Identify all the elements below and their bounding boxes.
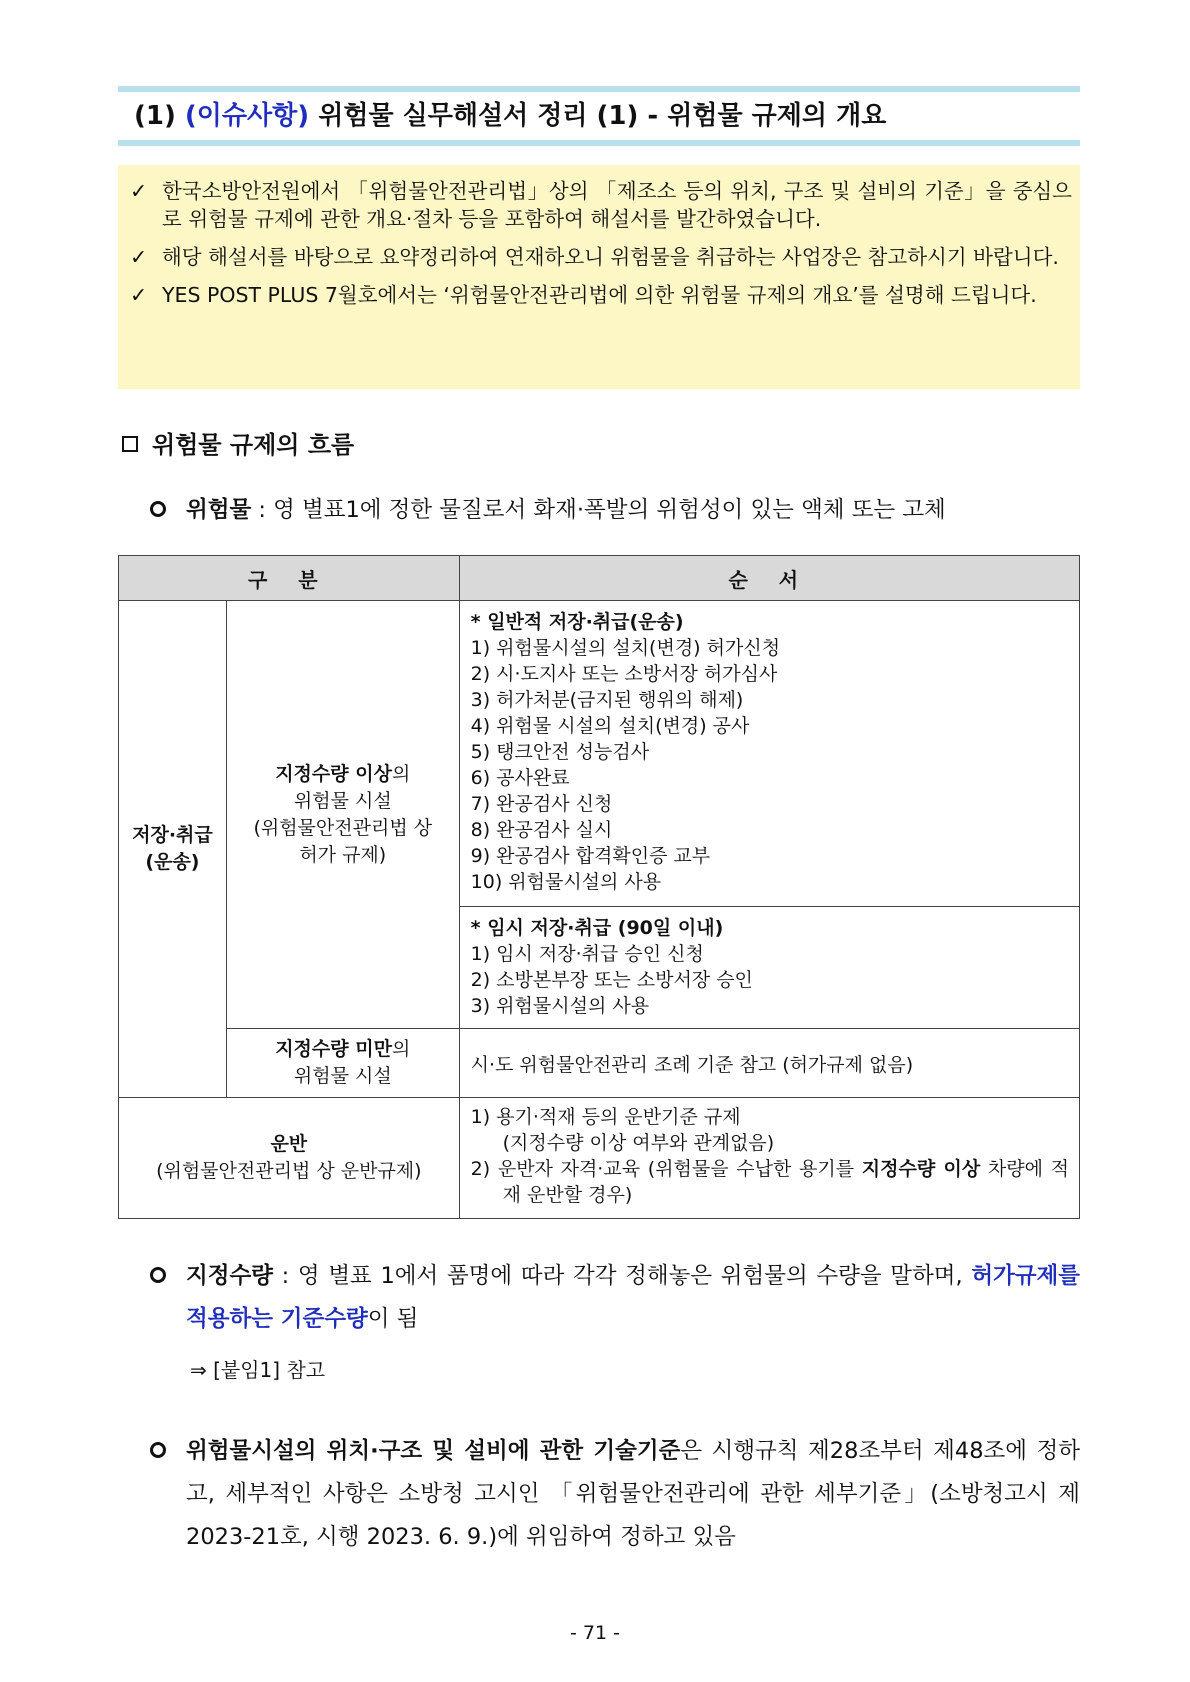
table-header-row (119, 556, 1080, 601)
table-header-order: 순 서 (459, 556, 1079, 601)
step-item: 3) 위험물시설의 사용 (470, 995, 650, 1017)
notice-item-text: 한국소방안전원에서 「위험물안전관리법」상의 「제조소 등의 위치, 구조 및 설비의 기준」을 중심으로 위험물 규제에 관한 개요·절차 등을 포함하여 해설서를 발간하였습니다. (162, 179, 1072, 231)
transport-item (471, 1156, 1069, 1208)
title-prefix: (1) (134, 101, 185, 131)
page-title (118, 92, 1080, 140)
transport-item-note: (지정수량 이상 여부와 관계없음) (502, 1132, 775, 1154)
step-item: 7) 완공검사 신청 (470, 793, 613, 815)
checkmark-icon: ✓ (130, 179, 148, 203)
table-row (119, 1098, 1080, 1219)
circle-bullet-icon (150, 1267, 166, 1283)
below-label-line: 위험물 시설 (293, 1065, 392, 1087)
transport-item-text: 차량에 적재 운반할 경우) (502, 1158, 1069, 1206)
section-heading-text: 위험물 규제의 흐름 (152, 431, 355, 459)
definition-technical-standards (150, 1430, 1080, 1559)
below-quantity-text: 시·도 위험물안전관리 조례 기준 참고 (허가규제 없음) (459, 1029, 1079, 1098)
circle-bullet-icon (150, 501, 166, 517)
notice-item (130, 177, 1072, 233)
below-label-suffix: 의 (391, 1038, 411, 1060)
step-item: 8) 완공검사 실시 (470, 819, 613, 841)
transport-item-bold: 지정수량 이상 (861, 1158, 981, 1180)
square-bullet-icon (122, 436, 138, 452)
definition-term: 위험물 (186, 497, 252, 523)
transport-steps-cell (459, 1098, 1079, 1219)
section-heading (122, 425, 354, 460)
definition-text: 은 시행규칙 제28조부터 제48조에 정하고, 세부적인 사항은 소방청 고시인 「위험물안전관리에 관한 세부기준」(소방청고시 제2023-21호, 시행 2023. 6. 9.)에 위임하여 정하고 있음 (186, 1438, 1080, 1550)
notice-item-text: 해당 해설서를 바탕으로 요약정리하여 연재하오니 위험물을 취급하는 사업장은 참고하시기 바랍니다. (162, 245, 1059, 269)
table-row (119, 601, 1080, 907)
step-item: 10) 위험물시설의 사용 (470, 871, 662, 893)
storage-label-line: 저장·취급 (132, 824, 213, 846)
circle-bullet-icon (150, 1442, 166, 1458)
table-header-category: 구 분 (119, 556, 460, 601)
notice-item (130, 281, 1072, 309)
regulation-flow-table (118, 555, 1080, 1219)
transport-label-title: 운반 (270, 1133, 308, 1155)
title-block (118, 86, 1080, 146)
definition-term: 지정수량 (186, 1263, 273, 1289)
definition-tail: 이 됨 (367, 1306, 419, 1332)
above-label-line: 허가 규제) (299, 843, 387, 866)
transport-label-line: (위험물안전관리법 상 운반규제) (156, 1160, 422, 1182)
storage-label-cell (119, 601, 227, 1098)
attachment-reference: ⇒ [붙임1] 참고 (190, 1358, 326, 1382)
below-label-bold: 지정수량 미만 (275, 1038, 392, 1060)
step-item: 1) 임시 저장·취급 승인 신청 (470, 943, 704, 965)
step-item: 5) 탱크안전 성능검사 (470, 741, 650, 763)
storage-label-line: (운송) (145, 851, 200, 873)
transport-item: 1) 용기·적재 등의 운반기준 규제 (470, 1106, 741, 1128)
general-steps-title: * 일반적 저장·취급(운송) (470, 611, 684, 633)
step-item: 4) 위험물 시설의 설치(변경) 공사 (470, 715, 750, 737)
general-steps-cell (459, 601, 1079, 907)
notice-box (118, 165, 1080, 389)
temporary-steps-title: * 임시 저장·취급 (90일 이내) (470, 917, 724, 939)
notice-item (130, 243, 1072, 271)
above-label-line: (위험물안전관리법 상 (253, 816, 433, 839)
above-label-bold: 지정수량 이상 (275, 762, 392, 785)
step-item: 3) 허가처분(금지된 행위의 해제) (470, 689, 744, 711)
title-rest: 위험물 실무해설서 정리 (1) - 위험물 규제의 개요 (309, 101, 887, 131)
step-item: 2) 시·도지사 또는 소방서장 허가심사 (470, 663, 778, 685)
title-highlight: (이슈사항) (184, 101, 310, 131)
step-item: 6) 공사완료 (470, 767, 570, 789)
definition-term: 위험물시설의 위치·구조 및 설비에 관한 기술기준 (186, 1438, 681, 1464)
above-label-line: 위험물 시설 (293, 789, 392, 812)
definition-text: : 영 별표1에 정한 물질로서 화재·폭발의 위험성이 있는 액체 또는 고체 (251, 497, 946, 523)
title-bottom-bar (118, 140, 1080, 146)
checkmark-icon: ✓ (130, 245, 148, 269)
definition-designated-quantity (150, 1255, 1080, 1341)
checkmark-icon: ✓ (130, 283, 148, 307)
table-row (119, 1029, 1080, 1098)
definition-highlight: 허가규제를 적용하는 기준수량 (186, 1263, 1080, 1332)
transport-label-cell (119, 1098, 460, 1219)
below-quantity-label-cell (226, 1029, 459, 1098)
step-item: 1) 위험물시설의 설치(변경) 허가신청 (470, 637, 781, 659)
above-quantity-label-cell (226, 601, 459, 1029)
definition-text: : 영 별표 1에서 품명에 따라 각각 정해놓은 위험물의 수량을 말하며, (272, 1263, 972, 1289)
step-item: 9) 완공검사 합격확인증 교부 (470, 845, 711, 867)
step-item: 2) 소방본부장 또는 소방서장 승인 (470, 969, 753, 991)
notice-item-text: YES POST PLUS 7월호에서는 ‘위험물안전관리법에 의한 위험물 규제의 개요’를 설명해 드립니다. (162, 283, 1037, 307)
page-number: - 71 - (570, 1622, 620, 1644)
definition-hazardous-material (150, 489, 1080, 532)
transport-item-text: 2) 운반자 자격·교육 (위험물을 수납한 용기를 (470, 1158, 862, 1180)
above-label-suffix: 의 (391, 762, 411, 785)
temporary-steps-cell (459, 907, 1079, 1029)
